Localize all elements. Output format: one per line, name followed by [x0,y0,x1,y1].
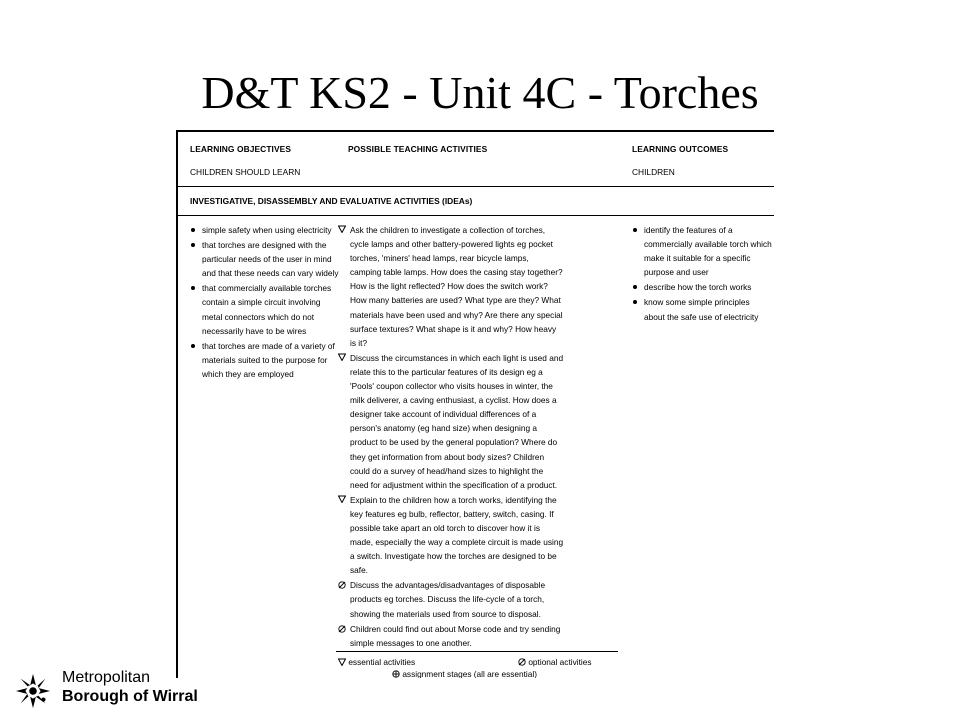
list-item-text: describe how the torch works [644,282,752,293]
activity-line: simple messages to one another. [350,637,472,648]
bullet-icon [191,344,195,348]
key-assignment-label: assignment stages (all are essential) [402,669,537,678]
list-item [632,280,772,294]
key-optional [518,657,592,667]
list-item-text: that torches are designed with the particular needs of the user in mind and that these needs can vary widely [202,240,339,279]
objectives-list [190,223,340,381]
activity-line: milk deliverer, a caving enthusiast, a cyclist. How does a [350,395,557,406]
optional-slashed-circle-icon [518,658,526,666]
header-learning-outcomes: LEARNING OUTCOMES [632,144,729,154]
key-essential-label: essential activities [348,657,416,667]
activity-line: relate this to the particular features of its design eg a [350,366,543,377]
activity-line: materials have been used and why? Are there any special [350,309,563,320]
header-teaching-activities: POSSIBLE TEACHING ACTIVITIES [348,144,488,154]
objectives-column [190,223,340,381]
header-divider [178,186,774,187]
list-item-text: simple safety when using electricity [202,225,332,235]
key-optional-label: optional activities [528,657,592,667]
council-logo [14,668,274,712]
activity-line: a switch. Investigate how the torches are designed to be [350,551,557,562]
activity-line: safe. [350,565,368,576]
lesson-plan-table [176,130,774,678]
header-learning-objectives: LEARNING OBJECTIVES [190,144,292,154]
bullet-icon [191,243,195,247]
key-divider [336,651,618,652]
slide-title: D&T KS2 - Unit 4C - Torches [201,67,759,118]
activity-line: How many batteries are used? What type are they? What [350,295,561,306]
optional-slashed-circle-icon [338,581,346,589]
essential-triangle-icon [338,353,346,361]
list-item [632,295,772,323]
list-item [632,223,772,279]
activity-line: is it? [350,337,368,348]
bullet-icon [191,286,195,290]
activity-line: Children could find out about Morse code and try sending [350,623,561,634]
list-item [190,339,340,381]
key-assignment [392,669,537,678]
section-divider [178,215,774,216]
activity-line: showing the materials used from source to disposal. [350,608,541,619]
activity-line: need for adjustment within the specification of a product. [350,479,558,490]
activity-line: could do a survey of head/hand sizes to highlight the [350,465,544,476]
bullet-icon [191,228,195,232]
activity-line: they get information from about body sizes? Children [350,451,545,462]
bullet-icon [633,300,637,304]
activity-line: possible take apart an old torch to discover how it is [350,522,541,533]
essential-triangle-icon [338,225,346,233]
outcomes-column [632,223,772,324]
activity-line: torches, 'miners' head lamps, rear bicycle lamps, [350,253,529,264]
activity-item [338,622,618,650]
activity-line: person's anatomy (eg hand size) when designing a [350,423,537,434]
bullet-icon [633,285,637,289]
list-item [190,281,340,337]
bullet-icon [633,228,637,232]
list-item-text: know some simple principles about the safe use of electricity [644,297,759,322]
activity-line: How is the light reflected? How does the switch work? [350,281,548,292]
key-essential [338,657,415,667]
activity-line: Ask the children to investigate a collection of torches, [350,225,546,235]
list-item [190,238,340,280]
activity-line: Discuss the advantages/disadvantages of disposable [350,580,546,591]
activity-line: Explain to the children how a torch works, identifying the [350,494,557,505]
essential-triangle-icon [338,658,346,666]
wirral-starburst-icon [14,672,52,710]
activity-line: cycle lamps and other battery-powered lights eg pocket [350,239,553,250]
activities-column [338,223,618,650]
activity-line: camping table lamps. How does the casing stay together? [350,267,563,278]
essential-triangle-icon [338,495,346,503]
activity-line: 'Pools' coupon collector who visits houses in winter, the [350,381,553,392]
activity-line: products eg torches. Discuss the life-cycle of a torch, [350,594,545,605]
activity-item [338,493,618,578]
activity-item [338,223,618,350]
list-item [190,223,340,237]
list-item-text: that commercially available torches contain a simple circuit involving metal connectors which do not necessarily have to be wires [202,283,332,336]
activities-list [338,223,618,650]
activity-line: product to be used by the general population? Where do [350,437,558,448]
list-item-text: identify the features of a commercially available torch which make it suitable for a specific purpose and user [644,225,772,278]
activity-line: Discuss the circumstances in which each light is used and [350,352,564,363]
optional-slashed-circle-icon [338,625,346,633]
activity-line: designer take account of individual differences of a [350,409,537,420]
assignment-crossed-circle-icon [392,670,400,678]
section-title: INVESTIGATIVE, DISASSEMBLY AND EVALUATIVE ACTIVITIES (IDEAs) [190,196,473,206]
list-item-text: that torches are made of a variety of materials suited to the purpose for which they are employed [202,340,335,379]
outcomes-list [632,223,772,324]
activity-line: surface textures? What shape is it and why? How heavy [350,323,557,334]
activity-item [338,578,618,620]
activity-line: key features eg bulb, reflector, battery, switch, casing. If [350,508,554,519]
subheader-children-should-learn: CHILDREN SHOULD LEARN [190,167,301,177]
activity-line: made, especially the way a complete circuit is made using [350,537,564,548]
activity-item [338,351,618,492]
council-logo-wordmark: Metropolitan Borough of Wirral [62,669,198,705]
subheader-children: CHILDREN [632,167,675,177]
